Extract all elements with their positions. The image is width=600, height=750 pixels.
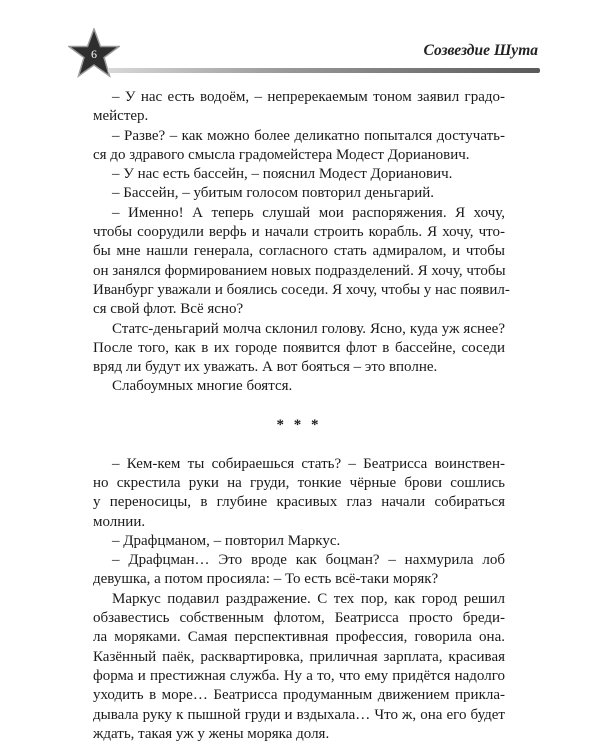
text-line: девушка, а потом просияла: – То есть всё-таки моряк?	[93, 571, 439, 588]
text-line: – У нас есть водоём, – непререкаемым тоном заявил градо-	[112, 89, 505, 105]
header-rule	[108, 68, 540, 73]
text-line: обзавестись собственным флотом, Беатрисса просто бреди-	[93, 610, 505, 627]
running-header	[68, 28, 538, 78]
text-line: дывала руку к пышной груди и вздыхала… Что ж, она его будет	[93, 706, 505, 723]
text-line: бы мне нашли генерала, согласного стать адмиралом, и чтобы	[93, 243, 505, 260]
text-line: уходить в море… Беатрисса продуманным движением прикла-	[93, 687, 505, 704]
text-line: Маркус подавил раздражение. С тех пор, как город решил	[112, 590, 505, 607]
text-line: – Кем-кем ты собираешься стать? – Беатрисса воинствен-	[112, 455, 505, 472]
text-line: – Именно! А теперь слушай мои распоряжения. Я хочу,	[112, 204, 505, 221]
text-line: После того, как в их городе появится флот в бассейне, соседи	[93, 339, 505, 356]
text-line: – Разве? – как можно более деликатно попытался достучать-	[112, 127, 505, 144]
text-line: чтобы соорудили верфь и начали строить корабль. Я хочу, что-	[93, 224, 505, 241]
text-line: молнии.	[93, 513, 146, 530]
text-line: – Драфцман… Это вроде как боцман? – нахмурила лоб	[112, 552, 505, 569]
text-line: у переносицы, в глубине красивых глаз начали собираться	[93, 494, 505, 511]
text-line: Слабоумных многие боятся.	[112, 378, 293, 395]
text-line: Казённый паёк, расквартировка, приличная зарплата, красивая	[93, 648, 505, 665]
text-line: форма и престижная служба. Ну а то, что ему придётся надолго	[93, 667, 505, 684]
section-gap	[93, 435, 505, 454]
text-line: – Драфцманом, – повторил Маркус.	[112, 532, 341, 549]
page-body	[93, 88, 510, 744]
book-title: Созвездие Шута	[423, 42, 538, 59]
text-line: вряд ли будут их уважать. А вот бояться – это вполне.	[93, 359, 438, 376]
text-line: ся свой флот. Всё ясно?	[93, 301, 244, 318]
page-number: 6	[91, 47, 97, 61]
text-line: Статс-деньгарий молча склонил голову. Ясно, куда уж яснее?	[112, 320, 505, 337]
text-line: ждать, такая уж у жены моряка доля.	[93, 725, 330, 742]
text-line: ся до здравого смысла градомейстера Модест Дорианович.	[93, 146, 470, 163]
section-gap	[93, 397, 505, 416]
text-line: ла моряками. Самая перспективная профессия, говорила она.	[93, 629, 505, 646]
text-line: – Бассейн, – убитым голосом повторил деньгарий.	[112, 185, 435, 202]
text-line: он занялся формированием новых подразделений. Я хочу, чтобы	[93, 262, 506, 279]
text-line: мейстер.	[93, 108, 149, 125]
text-line: но скрестила руки на груди, тонкие чёрные брови сошлись	[93, 474, 505, 491]
text-line: Иванбург уважали и боялись соседи. Я хочу, чтобы у нас появил-	[93, 281, 510, 298]
text-line: – У нас есть бассейн, – пояснил Модест Дорианович.	[112, 166, 453, 183]
section-separator: * * *	[276, 417, 322, 434]
